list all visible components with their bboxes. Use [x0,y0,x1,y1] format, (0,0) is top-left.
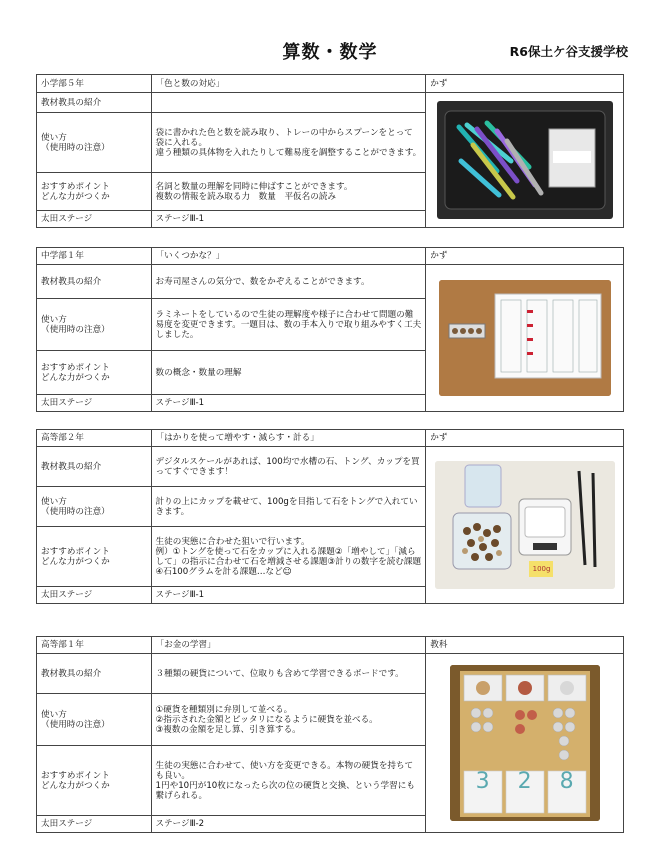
row-value: 袋に書かれた色と数を読み取り、トレーの中からスプーンをとって袋に入れる。 違う種類の具体物を入れたりして難易度を調整することができます。 [151,113,426,173]
row-value: 計りの上にカップを載せて、100gを目指して石をトングで入れていきます。 [151,487,426,527]
grade-cell: 高等部２年 [37,430,152,447]
row-label: 太田ステージ [37,587,152,604]
material-title: 「はかりを使って増やす・減らす・計る」 [151,430,426,447]
grade-cell: 高等部１年 [37,637,152,654]
category-cell: かず [426,75,624,93]
row-label: 太田ステージ [37,395,152,412]
row-value: ステージⅢ-1 [151,587,426,604]
row-value: 生徒の実態に合わせて、使い方を変更できる。本物の硬貨を持ちても良い。 1円や10円が10枚になったら次の位の硬貨と交換、という学習にも繋げられる。 [151,746,426,816]
row-label: おすすめポイント どんな力がつくか [37,173,152,211]
counting-board-photo [439,280,611,396]
category-cell: かず [426,248,624,265]
coin-board-photo [450,665,600,821]
grade-cell: 中学部１年 [37,248,152,265]
row-label: 使い方 （使用時の注意） [37,694,152,746]
row-label: 使い方 （使用時の注意） [37,487,152,527]
grade-cell: 小学部５年 [37,75,152,93]
board-digit-3: 8 [559,769,574,794]
photo-cell [426,447,624,604]
spoons-tray-photo [437,101,613,219]
row-value: ステージⅢ-1 [151,395,426,412]
material-table-4 [36,636,624,833]
board-digit-2: 2 [517,769,532,794]
material-title: 「いくつかな？」 [151,248,426,265]
row-value: 名詞と数量の理解を同時に伸ばすことができます。 複数の情報を読み取る力 数量 平仮名の読み [151,173,426,211]
row-value: ステージⅢ-1 [151,211,426,228]
row-label: 教材教具の紹介 [37,265,152,299]
row-label: 教材教具の紹介 [37,93,152,113]
row-label: おすすめポイント どんな力がつくか [37,351,152,395]
row-label: おすすめポイント どんな力がつくか [37,746,152,816]
row-value: 生徒の実態に合わせた狙いで行います。 例）①トングを使って石をカップに入れる課題②「増やして」「減らして」の指示に合わせて石を増減させる課題③計りの数字を読む課題④石100グラムを計る課題…など☺ [151,527,426,587]
scale-stones-photo [435,461,615,589]
row-value: ３種類の硬貨について、位取りも含めて学習できるボードです。 [151,654,426,694]
page-title: 算数・数学 [282,42,378,63]
row-label: 太田ステージ [37,816,152,833]
category-cell: かず [426,430,624,447]
row-label: 教材教具の紹介 [37,447,152,487]
row-label: 使い方 （使用時の注意） [37,113,152,173]
row-label: おすすめポイント どんな力がつくか [37,527,152,587]
photo-cell [426,654,624,833]
photo-cell [426,265,624,412]
row-value: ①硬貨を種類別に弁別して並べる。 ②指示された金額とピッタリになるように硬貨を並べる。 ③複数の金額を足し算、引き算する。 [151,694,426,746]
board-digit-1: 3 [475,769,490,794]
row-label: 太田ステージ [37,211,152,228]
photo-cell [426,93,624,228]
material-title: 「お金の学習」 [151,637,426,654]
category-cell: 教科 [426,637,624,654]
material-table-2 [36,247,624,412]
row-label: 使い方 （使用時の注意） [37,299,152,351]
material-title: 「色と数の対応」 [151,75,426,93]
row-value [151,93,426,113]
row-value: お寿司屋さんの気分で、数をかぞえることができます。 [151,265,426,299]
row-value: ラミネートをしているので生徒の理解度や様子に合わせて問題の難易度を変更できます。一題目は、数の手本入りで取り組みやすく工夫しました。 [151,299,426,351]
material-table-3 [36,429,624,604]
row-value: 数の概念・数量の理解 [151,351,426,395]
row-value: デジタルスケールがあれば、100均で水槽の石、トング、カップを買ってすぐできます！ [151,447,426,487]
note-label: 100g [532,565,551,573]
material-table-1 [36,74,624,228]
school-name: R6保土ケ谷支援学校 [509,44,628,59]
row-value: ステージⅢ-2 [151,816,426,833]
row-label: 教材教具の紹介 [37,654,152,694]
